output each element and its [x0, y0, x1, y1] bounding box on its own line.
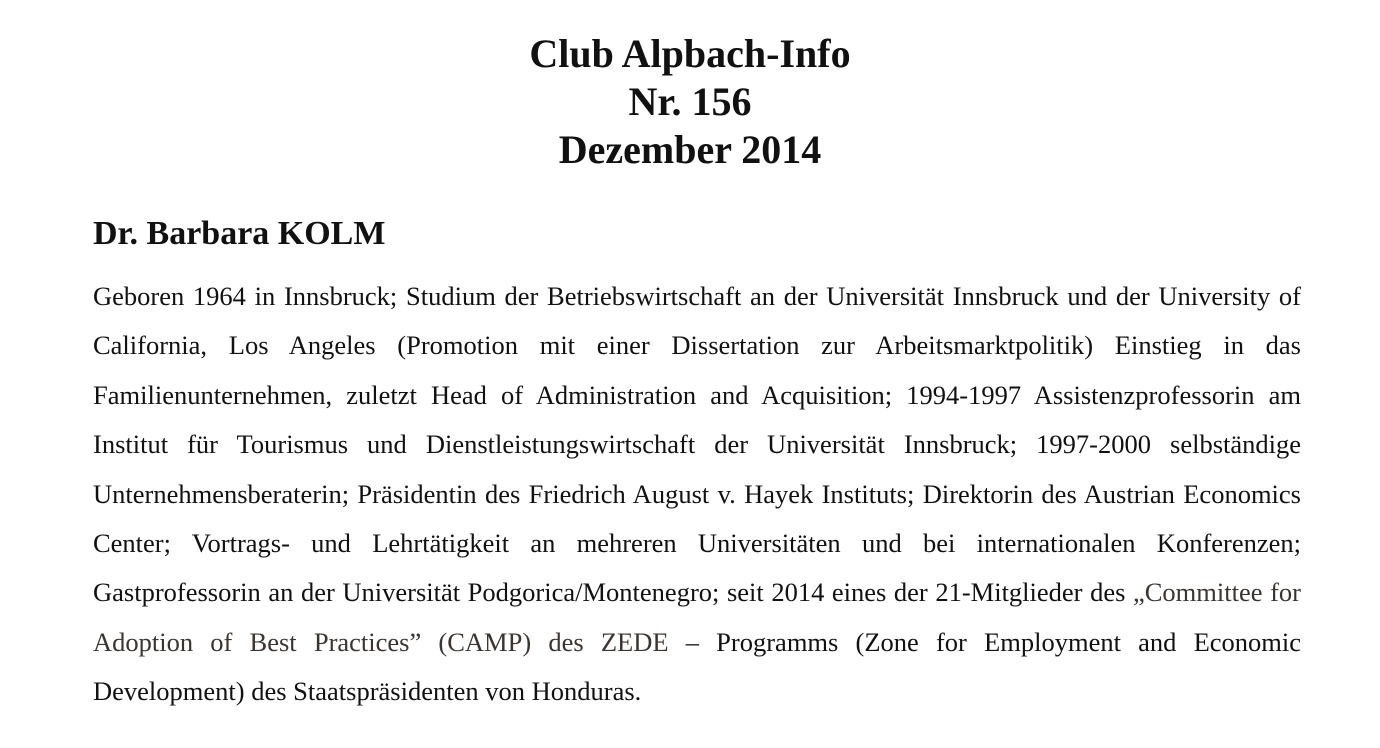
- person-name: Dr. Barbara KOLM: [93, 215, 386, 252]
- issue-number: Nr. 156: [628, 79, 752, 124]
- committee-reference: „Committee for Adoption of Best Practices” (CAMP) des ZEDE: [93, 577, 1301, 657]
- biography-paragraph: [93, 272, 1301, 717]
- issue-date: Dezember 2014: [558, 127, 822, 172]
- document-header: [0, 30, 1380, 174]
- biography-text-end: – Programms (Zone for Employment and Economic Development) des Staatspräsidenten von Honduras.: [93, 626, 1301, 707]
- biography-text: Geboren 1964 in Innsbruck; Studium der Betriebswirtschaft an der Universität Innsbruck und der University of California, Los Angeles (Promotion mit einer Dissertation zur Arbeitsmarktpolitik) Einstieg in das Familienunternehmen, zuletzt Head of Administration and Acquisition; 1994-1997 Assistenzprofessorin am Institut für Tourismus und Dienstleistungswirtschaft der Universität Innsbruck; 1997-2000 selbständige Unternehmensberaterin; Präsidentin des Friedrich August v. Hayek Instituts; Direktorin des Austrian Economics Center; Vortrags- und Lehrtätigkeit an mehreren Universitäten und bei internationalen Konferenzen; Gastprofessorin an der Universität Podgorica/Montenegro; seit 2014 eines der 21-Mitglieder des: [93, 281, 1301, 608]
- newsletter-title: Club Alpbach-Info: [529, 31, 851, 76]
